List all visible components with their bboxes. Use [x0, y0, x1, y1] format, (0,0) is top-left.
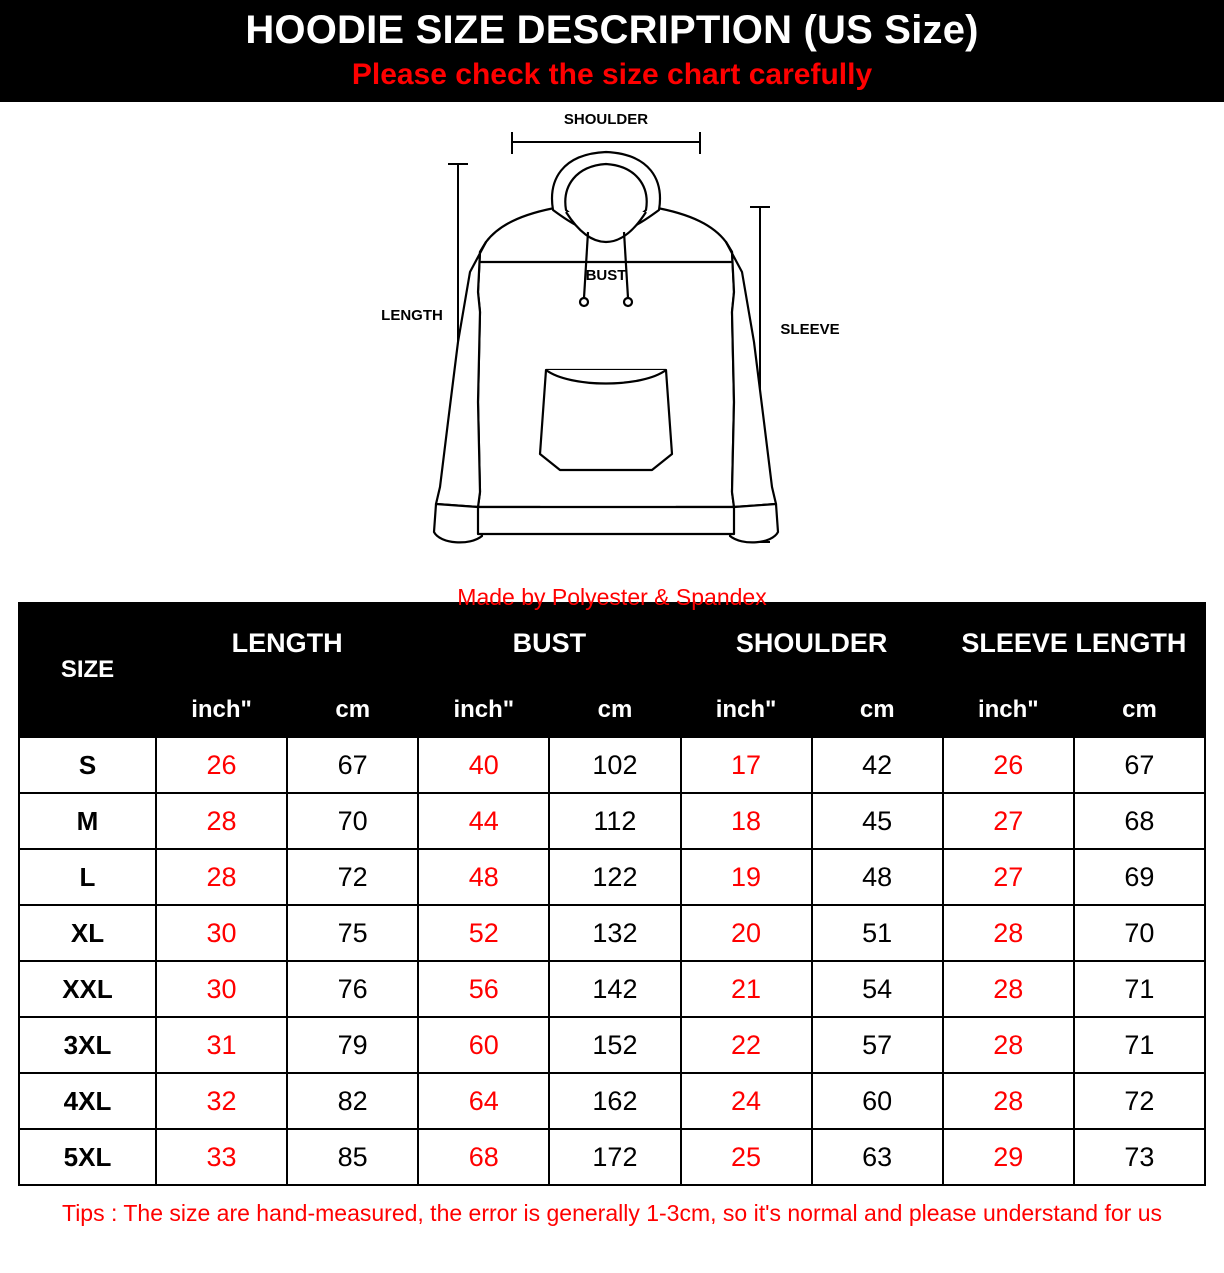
hoodie-diagram: [0, 102, 1224, 610]
size-table: [18, 602, 1206, 1186]
cell-shoulder-cm: 54: [812, 961, 943, 1017]
cell-shoulder-cm: 60: [812, 1073, 943, 1129]
cell-size: 4XL: [19, 1073, 156, 1129]
cell-shoulder-cm: 57: [812, 1017, 943, 1073]
cell-sleeve-cm: 71: [1074, 1017, 1205, 1073]
table-row: [19, 905, 1205, 961]
cell-sleeve-cm: 72: [1074, 1073, 1205, 1129]
cell-size: XXL: [19, 961, 156, 1017]
header-unit-length-inch: inch": [156, 683, 287, 737]
cell-sleeve-cm: 67: [1074, 737, 1205, 793]
cell-bust-cm: 132: [549, 905, 680, 961]
cell-length-inch: 31: [156, 1017, 287, 1073]
cell-length-inch: 32: [156, 1073, 287, 1129]
table-head: [19, 603, 1205, 737]
label-length: LENGTH: [381, 307, 443, 324]
table-group-header-row: [19, 603, 1205, 683]
table-row: [19, 849, 1205, 905]
cell-bust-inch: 44: [418, 793, 549, 849]
cell-length-inch: 30: [156, 905, 287, 961]
cell-sleeve-inch: 28: [943, 961, 1074, 1017]
cell-length-inch: 26: [156, 737, 287, 793]
cell-size: M: [19, 793, 156, 849]
header-group-bust: BUST: [418, 603, 680, 683]
hoodie-illustration-svg: [0, 102, 1224, 592]
cell-shoulder-cm: 45: [812, 793, 943, 849]
header-unit-bust-inch: inch": [418, 683, 549, 737]
cell-length-inch: 28: [156, 849, 287, 905]
table-row: [19, 1129, 1205, 1185]
header-unit-bust-cm: cm: [549, 683, 680, 737]
cell-sleeve-cm: 70: [1074, 905, 1205, 961]
tips-note: Tips : The size are hand-measured, the error is generally 1-3cm, so it's normal and please understand for us: [62, 1200, 1162, 1226]
cell-sleeve-inch: 28: [943, 1017, 1074, 1073]
cell-sleeve-inch: 29: [943, 1129, 1074, 1185]
label-sleeve: SLEEVE: [780, 321, 840, 338]
cell-length-cm: 85: [287, 1129, 418, 1185]
table-row: [19, 1017, 1205, 1073]
header-group-length: LENGTH: [156, 603, 418, 683]
cell-shoulder-inch: 20: [681, 905, 812, 961]
cell-bust-inch: 52: [418, 905, 549, 961]
cell-length-inch: 30: [156, 961, 287, 1017]
cell-sleeve-cm: 69: [1074, 849, 1205, 905]
header-group-shoulder: SHOULDER: [681, 603, 943, 683]
cell-shoulder-inch: 25: [681, 1129, 812, 1185]
table-row: [19, 793, 1205, 849]
cell-length-cm: 67: [287, 737, 418, 793]
label-shoulder: SHOULDER: [563, 111, 649, 128]
cell-shoulder-cm: 48: [812, 849, 943, 905]
cell-size: L: [19, 849, 156, 905]
cell-length-inch: 33: [156, 1129, 287, 1185]
cell-shoulder-cm: 51: [812, 905, 943, 961]
cell-bust-inch: 56: [418, 961, 549, 1017]
page-title: HOODIE SIZE DESCRIPTION (US Size): [245, 8, 979, 52]
cell-size: 5XL: [19, 1129, 156, 1185]
cell-length-cm: 75: [287, 905, 418, 961]
cell-sleeve-cm: 73: [1074, 1129, 1205, 1185]
header-banner: [0, 0, 1224, 102]
cell-bust-cm: 102: [549, 737, 680, 793]
cell-size: S: [19, 737, 156, 793]
cell-bust-cm: 152: [549, 1017, 680, 1073]
cell-sleeve-cm: 68: [1074, 793, 1205, 849]
cell-shoulder-inch: 22: [681, 1017, 812, 1073]
table-row: [19, 1073, 1205, 1129]
cell-size: XL: [19, 905, 156, 961]
cell-shoulder-inch: 19: [681, 849, 812, 905]
table-body: [19, 737, 1205, 1185]
table-row: [19, 737, 1205, 793]
cell-sleeve-inch: 28: [943, 905, 1074, 961]
header-size: SIZE: [19, 603, 156, 737]
label-bust: BUST: [585, 267, 627, 284]
cell-shoulder-inch: 21: [681, 961, 812, 1017]
cell-bust-inch: 68: [418, 1129, 549, 1185]
cell-bust-inch: 48: [418, 849, 549, 905]
cell-bust-cm: 162: [549, 1073, 680, 1129]
cell-sleeve-cm: 71: [1074, 961, 1205, 1017]
table-row: [19, 961, 1205, 1017]
cell-length-cm: 76: [287, 961, 418, 1017]
header-unit-sleeve-inch: inch": [943, 683, 1074, 737]
cell-length-cm: 72: [287, 849, 418, 905]
table-unit-header-row: [19, 683, 1205, 737]
header-unit-sleeve-cm: cm: [1074, 683, 1205, 737]
cell-length-cm: 79: [287, 1017, 418, 1073]
cell-size: 3XL: [19, 1017, 156, 1073]
cell-sleeve-inch: 28: [943, 1073, 1074, 1129]
cell-shoulder-inch: 24: [681, 1073, 812, 1129]
header-unit-shoulder-inch: inch": [681, 683, 812, 737]
cell-bust-inch: 60: [418, 1017, 549, 1073]
cell-length-cm: 70: [287, 793, 418, 849]
cell-shoulder-cm: 42: [812, 737, 943, 793]
header-unit-length-cm: cm: [287, 683, 418, 737]
header-group-sleeve-length: SLEEVE LENGTH: [943, 603, 1205, 683]
cell-bust-inch: 64: [418, 1073, 549, 1129]
size-table-wrap: [0, 602, 1224, 1186]
cell-shoulder-cm: 63: [812, 1129, 943, 1185]
cell-sleeve-inch: 27: [943, 849, 1074, 905]
cell-sleeve-inch: 26: [943, 737, 1074, 793]
cell-bust-cm: 122: [549, 849, 680, 905]
cell-length-inch: 28: [156, 793, 287, 849]
cell-shoulder-inch: 18: [681, 793, 812, 849]
cell-sleeve-inch: 27: [943, 793, 1074, 849]
header-unit-shoulder-cm: cm: [812, 683, 943, 737]
page-subtitle: Please check the size chart carefully: [351, 58, 873, 91]
cell-bust-cm: 142: [549, 961, 680, 1017]
cell-length-cm: 82: [287, 1073, 418, 1129]
material-note: Made by Polyester & Spandex: [457, 584, 767, 610]
cell-bust-cm: 112: [549, 793, 680, 849]
cell-shoulder-inch: 17: [681, 737, 812, 793]
cell-bust-inch: 40: [418, 737, 549, 793]
cell-bust-cm: 172: [549, 1129, 680, 1185]
